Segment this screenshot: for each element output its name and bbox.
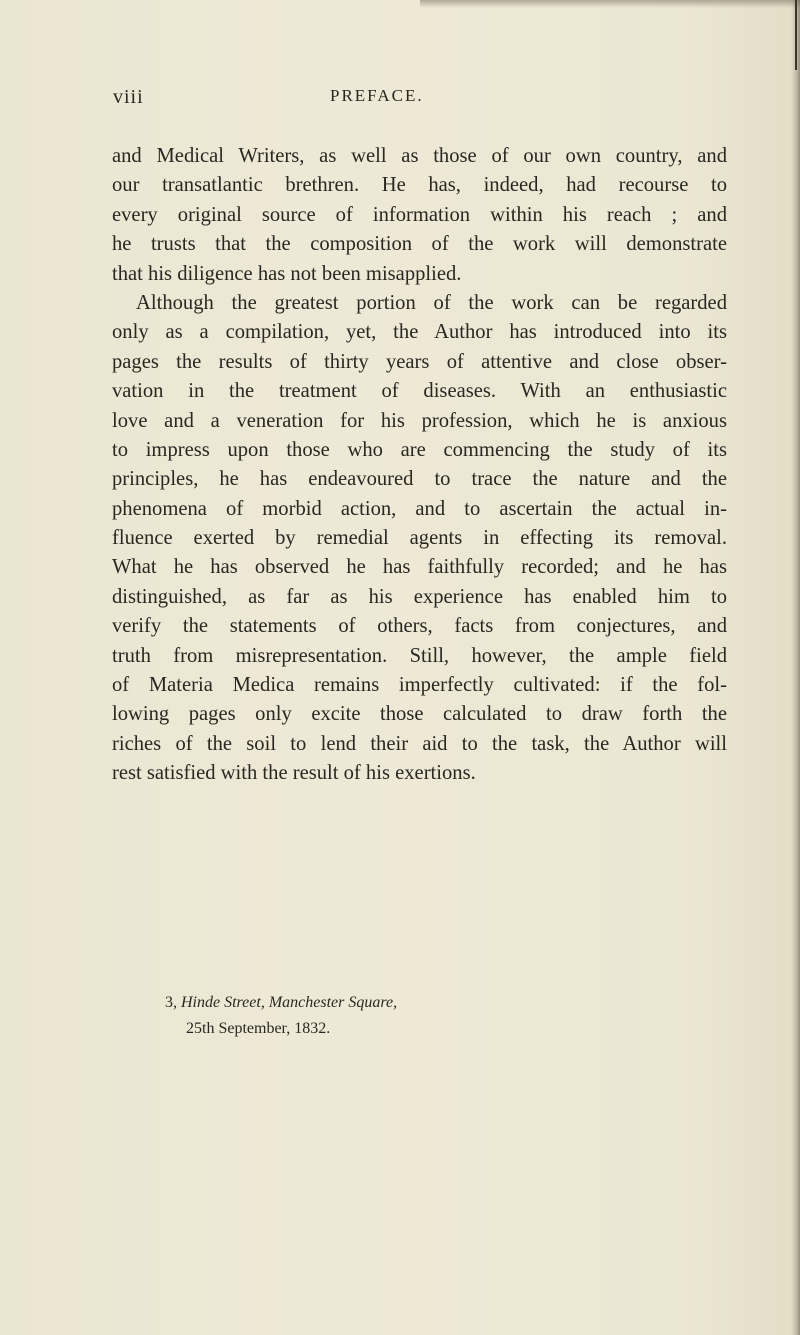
text-line: of Materia Medica remains imperfectly cultivated: if the fol- [112,674,727,697]
text-line: our transatlantic brethren. He has, indeed, had recourse to [112,174,727,197]
text-line: rest satisfied with the result of his exertions. [112,762,476,785]
text-line: every original source of information within his reach ; and [112,203,727,226]
text-line: What he has observed he has faithfully recorded; and he has [112,556,727,579]
text-line: phenomena of morbid action, and to ascertain the actual in- [112,497,727,520]
preface-text [112,142,727,789]
running-head [0,86,800,116]
text-line: Although the greatest portion of the work can be regarded [136,291,727,314]
text-line: to impress upon those who are commencing the study of its [112,438,727,461]
street-name: Hinde Street, Manchester Square, [181,994,398,1011]
signature-block [165,990,585,1042]
page-number: viii [113,86,144,108]
text-line: distinguished, as far as his experience has enabled him to [112,585,727,608]
text-line: riches of the soil to lend their aid to the task, the Author will [112,732,727,755]
text-line: he trusts that the composition of the work will demonstrate [112,233,727,256]
running-title: PREFACE. [330,86,424,105]
text-line: truth from misrepresentation. Still, however, the ample field [112,644,727,667]
text-line: lowing pages only excite those calculated to draw forth the [112,703,727,726]
house-number: 3, [165,994,177,1011]
text-line: love and a veneration for his profession, which he is anxious [112,409,727,432]
text-line: verify the statements of others, facts from conjectures, and [112,615,727,638]
signature-address [165,990,585,1016]
text-line: only as a compilation, yet, the Author has introduced into its [112,321,727,344]
page-edge-shadow [791,0,800,1335]
text-line: fluence exerted by remedial agents in effecting its removal. [112,527,727,550]
text-line: principles, he has endeavoured to trace the nature and the [112,468,727,491]
text-line: vation in the treatment of diseases. With an enthusiastic [112,380,727,403]
page-top-shadow [420,0,800,8]
page-edge-line [795,0,797,70]
signature-date: 25th September, 1832. [186,1020,331,1037]
text-line: that his diligence has not been misapplied. [112,262,462,285]
text-line: pages the results of thirty years of attentive and close obser- [112,350,727,373]
text-line: and Medical Writers, as well as those of our own country, and [112,145,727,167]
